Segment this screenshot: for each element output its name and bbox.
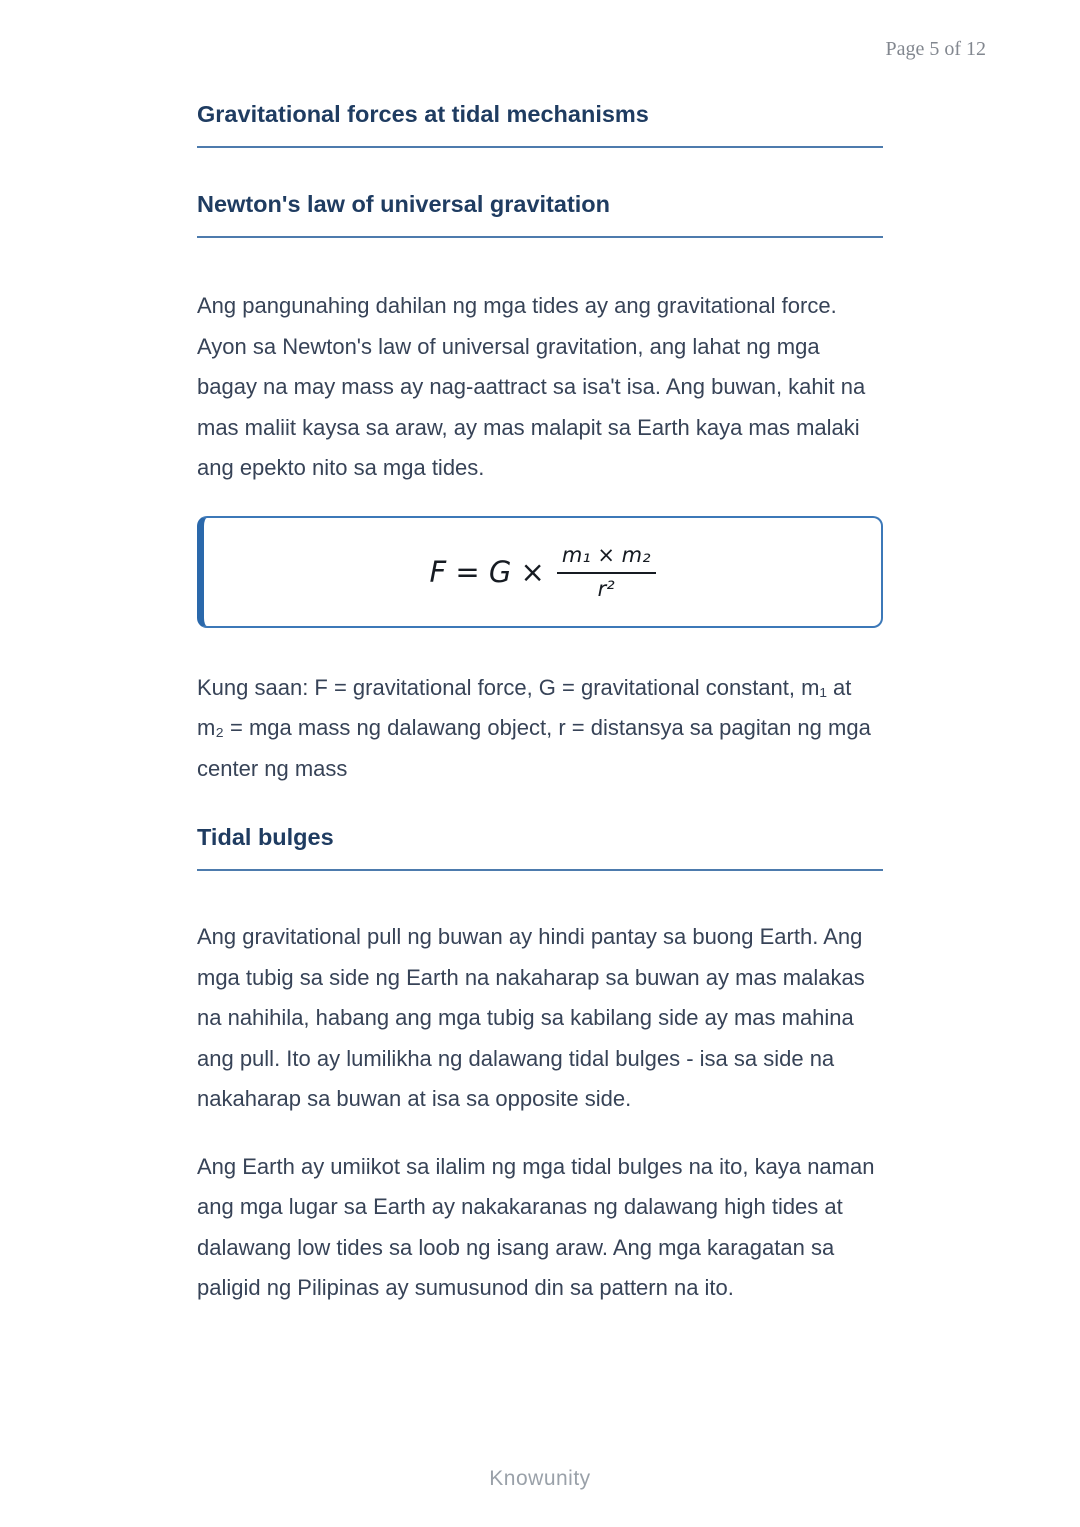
paragraph-tidal-bulges-2: Ang Earth ay umiikot sa ilalim ng mga tidal bulges na ito, kaya naman ang mga lugar sa Earth ay nakakaranas ng dalawang high tides at dalawang low tides sa loob ng isang araw. Ang mga karagatan sa paligid ng Pilipinas ay sumusunod din sa pattern na ito. [197,1153,875,1300]
paragraph-formula-legend: Kung saan: F = gravitational force, G = gravitational constant, m₁ at m₂ = mga mass ng dalawang object, r = distansya sa pagitan ng mga center ng mass [197,674,871,781]
footer-brand-watermark: Knowunity [489,1467,591,1490]
paragraph-newtons-law-intro: Ang pangunahing dahilan ng mga tides ay ang gravitational force. Ayon sa Newton's law of universal gravitation, ang lahat ng mga bagay na may mass ay nag-aattract sa isa't isa. Ang buwan, kahit na mas maliit kaysa sa araw, ay mas malapit sa Earth kaya mas malaki ang epekto nito sa mga tides. [197,293,866,480]
paragraph-tidal-bulges-1: Ang gravitational pull ng buwan ay hindi pantay sa buong Earth. Ang mga tubig sa side ng Earth na nakaharap sa buwan ay mas malakas na nahihila, habang ang mga tubig sa kabilang side ay mas mahina ang pull. Ito ay lumilikha ng dalawang tidal bulges - isa sa side na nakaharap sa buwan at isa sa opposite side. [197,924,865,1111]
section-heading-gravitational-forces: Gravitational forces at tidal mechanisms [197,100,883,148]
formula-denominator: r² [597,577,615,601]
formula-lhs: F = G × [429,554,545,589]
page-number: Page 5 of 12 [885,38,986,60]
formula-numerator: m₁ × m₂ [557,543,656,574]
document-content [197,0,883,1309]
section-heading-tidal-bulges: Tidal bulges [197,823,883,871]
section-heading-newtons-law: Newton's law of universal gravitation [197,190,883,238]
formula-callout-box [197,516,883,628]
formula-fraction [557,543,656,602]
gravitation-formula [429,542,655,601]
